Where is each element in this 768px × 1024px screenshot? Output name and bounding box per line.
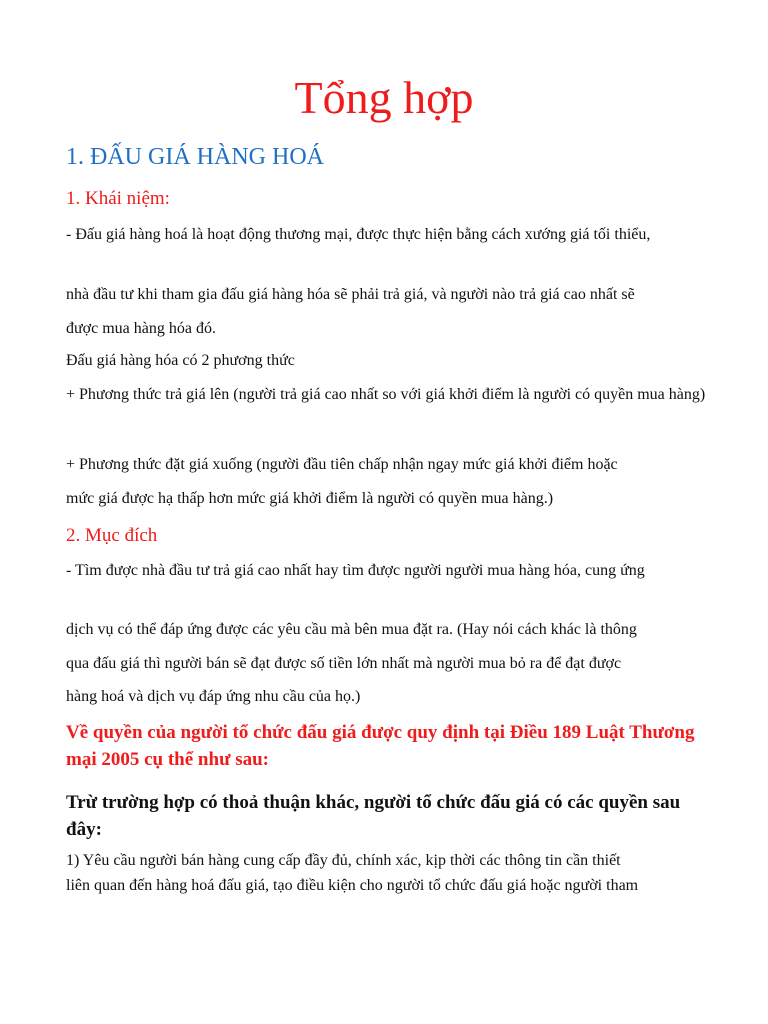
rights-item-1-line-2: liên quan đến hàng hoá đấu giá, tạo điều kiện cho người tổ chức đấu giá hoặc người tham — [66, 877, 639, 894]
page-title: Tổng hợp — [294, 72, 474, 123]
concept-line-7: mức giá được hạ thấp hơn mức giá khởi điểm là người có quyền mua hàng.) — [66, 490, 554, 507]
rights-heading: Về quyền của người tổ chức đấu giá được quy định tại Điều 189 Luật Thương mại 2005 cụ thể như sau: — [66, 722, 695, 770]
purpose-line-3: qua đấu giá thì người bán sẽ đạt được số tiền lớn nhất mà người mua bỏ ra để đạt được — [66, 655, 622, 672]
section-heading-auction: 1. ĐẤU GIÁ HÀNG HOÁ — [66, 144, 324, 170]
subheading-concept: 1. Khái niệm: — [66, 188, 170, 209]
concept-line-3: được mua hàng hóa đó. — [66, 320, 216, 337]
concept-line-2: nhà đầu tư khi tham gia đấu giá hàng hóa sẽ phải trả giá, và người nào trả giá cao nhất sẽ — [66, 286, 635, 303]
concept-line-1: - Đấu giá hàng hoá là hoạt động thương mại, được thực hiện bằng cách xướng giá tối thiểu, — [66, 226, 651, 243]
concept-line-4: Đấu giá hàng hóa có 2 phương thức — [66, 352, 295, 369]
purpose-line-1: - Tìm được nhà đầu tư trả giá cao nhất hay tìm được người người mua hàng hóa, cung ứng — [66, 562, 645, 579]
subheading-purpose: 2. Mục đích — [66, 525, 158, 546]
concept-line-5: + Phương thức trả giá lên (người trả giá cao nhất so với giá khởi điểm là người có quyền mua hàng) — [66, 386, 706, 403]
rights-item-1-line-1: 1) Yêu cầu người bán hàng cung cấp đầy đủ, chính xác, kịp thời các thông tin cần thiết — [66, 852, 621, 869]
concept-line-6: + Phương thức đặt giá xuống (người đầu tiên chấp nhận ngay mức giá khởi điểm hoặc — [66, 456, 618, 473]
purpose-line-2: dịch vụ có thể đáp ứng được các yêu cầu mà bên mua đặt ra. (Hay nói cách khác là thông — [66, 621, 637, 638]
purpose-line-4: hàng hoá và dịch vụ đáp ứng nhu cầu của họ.) — [66, 688, 361, 705]
rights-subheading: Trừ trường hợp có thoả thuận khác, người tổ chức đấu giá có các quyền sau đây: — [66, 792, 681, 840]
